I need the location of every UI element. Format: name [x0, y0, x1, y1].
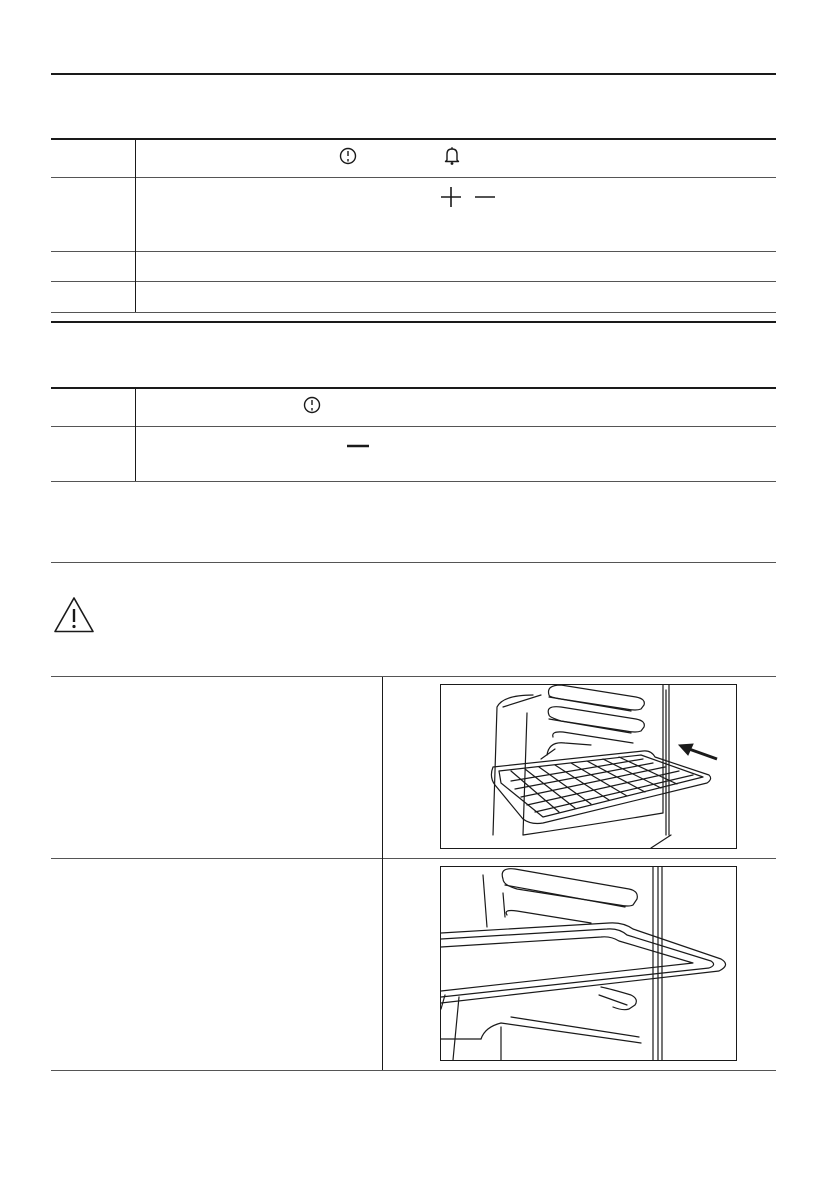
column-divider: [135, 139, 136, 312]
figures-bottom-rule: [51, 1070, 776, 1071]
row-divider: [51, 281, 776, 282]
row-divider: [51, 177, 776, 178]
figures-top-rule: [51, 676, 776, 677]
wire-shelf-insert-illustration: [440, 684, 737, 849]
baking-tray-insert-illustration: [440, 866, 737, 1061]
column-divider: [382, 677, 383, 1070]
table-bottom-rule: [51, 312, 776, 313]
minus-icon: [474, 186, 496, 208]
warning-triangle-icon: [53, 596, 95, 634]
table-header-rule: [51, 387, 776, 389]
table-bottom-rule: [51, 481, 776, 482]
plus-icon: [440, 186, 462, 208]
minus-icon: [346, 444, 370, 448]
column-divider: [135, 388, 136, 481]
section2-top-rule: [51, 321, 776, 323]
table-header-rule: [51, 138, 776, 140]
warning-top-rule: [51, 562, 776, 563]
figures-mid-rule: [51, 858, 776, 859]
clock-icon: [339, 147, 357, 165]
row-divider: [51, 251, 776, 252]
section1-top-rule: [51, 73, 776, 75]
bell-icon: [443, 146, 461, 166]
clock-icon: [303, 396, 321, 414]
row-divider: [51, 426, 776, 427]
